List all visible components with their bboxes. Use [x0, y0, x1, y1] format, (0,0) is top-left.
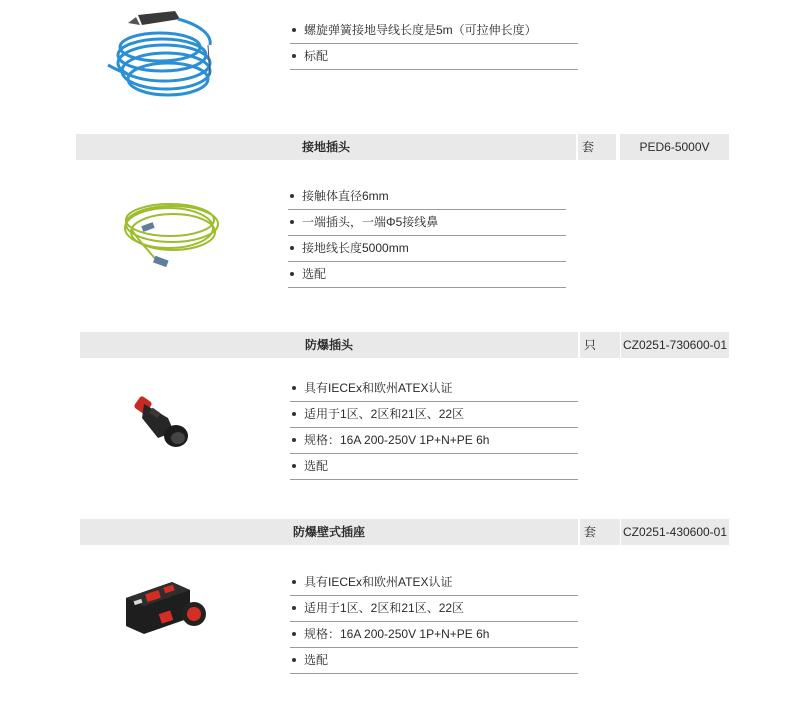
explosion-proof-wall-socket-image — [120, 578, 210, 638]
product-unit: 只 — [580, 332, 620, 358]
product-code: CZ0251-730600-01 — [621, 332, 729, 358]
spec-list-3 — [290, 570, 578, 674]
spec-item: 选配 — [288, 262, 566, 288]
product-code: CZ0251-430600-01 — [621, 519, 729, 545]
spec-item: 选配 — [290, 648, 578, 674]
spec-item: 具有IECEx和欧州ATEX认证 — [290, 570, 578, 596]
spec-item: 一端插头，一端Φ5接线鼻 — [288, 210, 566, 236]
spec-item: 接触体直径6mm — [288, 184, 566, 210]
spec-list-2 — [290, 376, 578, 480]
spec-list-0 — [290, 18, 578, 70]
product-unit: 套 — [580, 519, 620, 545]
section-header-explosion-proof-wall-socket — [80, 519, 729, 545]
spec-item: 规格：16A 200-250V 1P+N+PE 6h — [290, 428, 578, 454]
spec-item: 选配 — [290, 454, 578, 480]
spec-item: 标配 — [290, 44, 578, 70]
section-header-explosion-proof-plug — [80, 332, 729, 358]
spec-item: 接地线长度5000mm — [288, 236, 566, 262]
spec-item: 规格：16A 200-250V 1P+N+PE 6h — [290, 622, 578, 648]
spec-item: 螺旋弹簧接地导线长度是5m（可拉伸长度） — [290, 18, 578, 44]
spec-item: 适用于1区、2区和21区、22区 — [290, 596, 578, 622]
explosion-proof-plug-image — [128, 392, 194, 454]
product-unit: 套 — [578, 134, 616, 160]
spec-item: 适用于1区、2区和21区、22区 — [290, 402, 578, 428]
product-code: PED6-5000V — [620, 134, 729, 160]
section-header-grounding-plug — [76, 134, 729, 160]
ground-plug-cable-image — [112, 190, 222, 275]
product-name: 防爆壁式插座 — [80, 519, 578, 545]
spec-list-1 — [288, 184, 566, 288]
spec-item: 具有IECEx和欧州ATEX认证 — [290, 376, 578, 402]
coiled-ground-cable-image — [100, 5, 225, 105]
product-name: 防爆插头 — [80, 332, 578, 358]
product-name: 接地插头 — [76, 134, 576, 160]
